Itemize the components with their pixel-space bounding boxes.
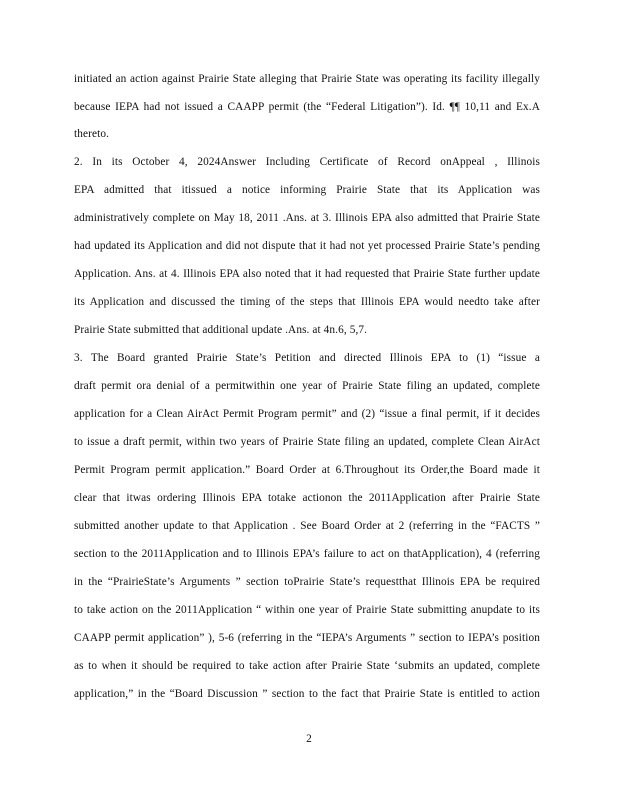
text-line: submitted another update to that Application . See Board Order at 2 (referring in the “FACTS ” [74,520,540,532]
text-line: Prairie State submitted that additional update .Ans. at 4n.6, 5,7. [74,324,368,336]
text-line: in the “PrairieState’s Arguments ” section toPrairie State’s requestthat Illinois EPA be required [74,576,540,588]
text-line: draft permit ora denial of a permitwithin one year of Prairie State filing an updated, complete [74,380,540,392]
text-line: because IEPA had not issued a CAAPP permit (the “Federal Litigation”). Id. ¶¶ 10,11 and Ex.A [74,101,540,113]
text-line: CAAPP permit application” ), 5-6 (referring in the “IEPA’s Arguments ” section to IEPA’s position [74,632,540,644]
text-line: Permit Program permit application.” Board Order at 6.Throughout its Order,the Board made it [74,464,540,476]
text-line: clear that itwas ordering Illinois EPA totake actionon the 2011Application after Prairie State [74,492,540,504]
page-number: 2 [306,733,312,745]
text-line: as to when it should be required to take action after Prairie State ‘submits an updated, complete [74,660,540,672]
text-line: Application. Ans. at 4. Illinois EPA also noted that it had requested that Prairie State further update [74,268,540,280]
text-line: its Application and discussed the timing of the steps that Illinois EPA would needto take after [74,296,540,308]
text-line: application for a Clean AirAct Permit Program permit” and (2) “issue a final permit, if it decides [74,408,540,420]
text-line: application,” in the “Board Discussion ” section to the fact that Prairie State is entitled to action [74,688,540,700]
text-line: administratively complete on May 18, 2011 .Ans. at 3. Illinois EPA also admitted that Prairie State [74,212,540,224]
text-line: 2. In its October 4, 2024Answer Including Certificate of Record onAppeal , Illinois [74,156,540,168]
text-line: to issue a draft permit, within two years of Prairie State filing an updated, complete Clean AirAct [74,436,540,448]
text-line: section to the 2011Application and to Illinois EPA’s failure to act on thatApplication), 4 (referring [74,548,540,560]
text-line: initiated an action against Prairie State alleging that Prairie State was operating its facility illegally [74,73,540,85]
text-line: 3. The Board granted Prairie State’s Petition and directed Illinois EPA to (1) “issue a [74,352,540,364]
text-line: thereto. [74,128,109,140]
text-line: had updated its Application and did not dispute that it had not yet processed Prairie State’s pending [74,240,540,252]
text-line: to take action on the 2011Application “ within one year of Prairie State submitting anupdate to its [74,604,540,616]
text-line: EPA admitted that itissued a notice informing Prairie State that its Application was [74,184,540,196]
